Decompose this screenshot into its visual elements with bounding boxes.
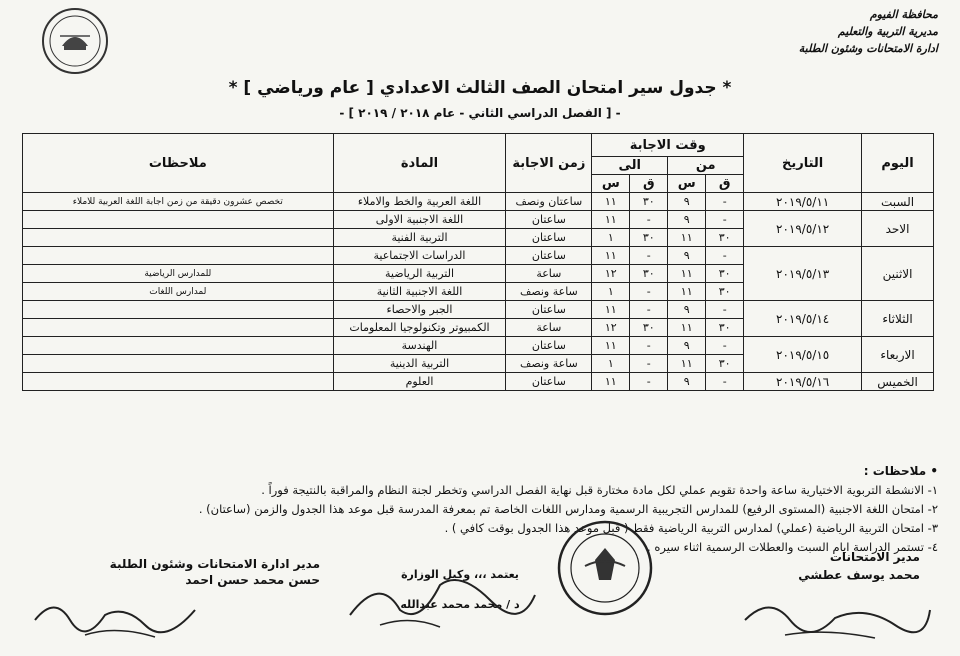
note-item: ٤- تستمر الدراسة ايام السبت والعطلات الرسمية اثناء سيره .: [647, 540, 938, 554]
day-cell: السبت: [862, 193, 934, 211]
table-row: [23, 211, 934, 229]
signature-scribble-icon: [735, 590, 935, 645]
signature-name: د / محمد محمد عبدالله: [400, 598, 520, 611]
from-s-cell: ٩: [668, 373, 706, 391]
from-q-cell: ٣٠: [706, 355, 744, 373]
signature-scribble-icon: [340, 565, 540, 635]
table-row: [23, 337, 934, 355]
signature-block-exams-director: [720, 548, 920, 584]
subject-cell: اللغة الاجنبية الثانية: [333, 283, 506, 301]
to-s-cell: ١: [592, 229, 630, 247]
from-s-cell: ١١: [668, 355, 706, 373]
from-q-cell: -: [706, 301, 744, 319]
to-q-cell: -: [630, 355, 668, 373]
note-cell: لمدارس اللغات: [23, 283, 334, 301]
to-s-cell: ١٢: [592, 319, 630, 337]
signature-title: مدير الامتحانات: [829, 550, 920, 564]
duration-cell: ساعة: [506, 265, 592, 283]
duration-cell: ساعتان: [506, 337, 592, 355]
subject-cell: الكمبيوتر وتكنولوجيا المعلومات: [333, 319, 506, 337]
issuer-header: [708, 6, 938, 57]
header-date: التاريخ: [744, 134, 862, 193]
page-title: * جدول سير امتحان الصف الثالث الاعدادي [ عام ورياضي ] *: [228, 78, 732, 98]
signature-name: محمد يوسف عطشي: [798, 568, 920, 582]
from-s-cell: ٩: [668, 193, 706, 211]
day-cell: الاثنين: [862, 247, 934, 301]
from-q-cell: -: [706, 373, 744, 391]
subject-cell: التربية الفنية: [333, 229, 506, 247]
duration-cell: ساعتان: [506, 211, 592, 229]
header-to: الى: [592, 157, 668, 175]
header-from-s: س: [668, 175, 706, 193]
from-s-cell: ٩: [668, 211, 706, 229]
duration-cell: ساعتان: [506, 301, 592, 319]
notes-section: [38, 462, 938, 557]
to-q-cell: -: [630, 337, 668, 355]
duration-cell: ساعتان: [506, 373, 592, 391]
note-cell: [23, 247, 334, 265]
note-cell: [23, 337, 334, 355]
header-answer-time: وقت الاجابة: [592, 134, 744, 157]
subject-cell: اللغة العربية والخط والاملاء: [333, 193, 506, 211]
to-q-cell: ٣٠: [630, 229, 668, 247]
signature-title: مدير ادارة الامتحانات وشئون الطلبة: [109, 557, 320, 571]
subject-cell: العلوم: [333, 373, 506, 391]
header-from: من: [668, 157, 744, 175]
date-cell: ٢٠١٩/٥/١٦: [744, 373, 862, 391]
from-s-cell: ١١: [668, 283, 706, 301]
subject-cell: الهندسة: [333, 337, 506, 355]
to-q-cell: -: [630, 247, 668, 265]
note-item: ٢- امتحان اللغة الاجنبية (المستوى الرفيع) للمدارس التجريبية الرسمية ومدارس اللغات الخاصة تم بمعرفة المدرسة قبل موعد هذا الجدول والزمن (ساعتان) .: [198, 502, 938, 516]
day-cell: الثلاثاء: [862, 301, 934, 337]
note-cell: تخصص عشرون دقيقة من زمن اجابة اللغة العربية للاملاء: [23, 193, 334, 211]
to-s-cell: ١١: [592, 301, 630, 319]
from-q-cell: -: [706, 211, 744, 229]
table-row: [23, 301, 934, 319]
subject-cell: التربية الرياضية: [333, 265, 506, 283]
to-s-cell: ١١: [592, 337, 630, 355]
duration-cell: ساعة: [506, 319, 592, 337]
date-cell: ٢٠١٩/٥/١١: [744, 193, 862, 211]
to-s-cell: ١: [592, 283, 630, 301]
date-cell: ٢٠١٩/٥/١٤: [744, 301, 862, 337]
to-s-cell: ١١: [592, 373, 630, 391]
signature-block-exams-admin: [60, 556, 320, 588]
to-q-cell: -: [630, 373, 668, 391]
day-cell: الخميس: [862, 373, 934, 391]
from-q-cell: -: [706, 337, 744, 355]
ministry-seal-icon: [40, 6, 110, 76]
from-s-cell: ١١: [668, 265, 706, 283]
note-cell: [23, 319, 334, 337]
date-cell: ٢٠١٩/٥/١٥: [744, 337, 862, 373]
to-q-cell: -: [630, 211, 668, 229]
note-cell: للمدارس الرياضية: [23, 265, 334, 283]
from-q-cell: ٣٠: [706, 319, 744, 337]
from-s-cell: ٩: [668, 337, 706, 355]
to-s-cell: ١١: [592, 247, 630, 265]
duration-cell: ساعتان: [506, 229, 592, 247]
table-row: [23, 193, 934, 211]
header-subject: المادة: [333, 134, 506, 193]
subject-cell: الدراسات الاجتماعية: [333, 247, 506, 265]
from-s-cell: ٩: [668, 301, 706, 319]
note-cell: [23, 373, 334, 391]
note-cell: [23, 229, 334, 247]
notes-heading: • ملاحظات :: [863, 464, 938, 478]
from-q-cell: ٣٠: [706, 265, 744, 283]
exam-schedule-table: [22, 133, 934, 391]
day-cell: الاحد: [862, 211, 934, 247]
subject-cell: الجبر والاحصاء: [333, 301, 506, 319]
page-subtitle: - [ الفصل الدراسي الثاني - عام ٢٠١٨ / ٢٠١٩ ] -: [339, 106, 621, 120]
header-to-s: س: [592, 175, 630, 193]
signature-title: يعتمد ،،، وكيل الوزارة: [401, 568, 519, 581]
note-cell: [23, 211, 334, 229]
from-s-cell: ١١: [668, 319, 706, 337]
subject-cell: التربية الدينية: [333, 355, 506, 373]
note-cell: [23, 301, 334, 319]
to-s-cell: ١٢: [592, 265, 630, 283]
duration-cell: ساعتان: [506, 247, 592, 265]
date-cell: ٢٠١٩/٥/١٣: [744, 247, 862, 301]
from-q-cell: ٣٠: [706, 229, 744, 247]
from-q-cell: -: [706, 193, 744, 211]
to-s-cell: ١١: [592, 211, 630, 229]
subject-cell: اللغة الاجنبية الاولى: [333, 211, 506, 229]
signature-name: حسن محمد حسن احمد: [185, 573, 320, 587]
header-day: اليوم: [862, 134, 934, 193]
header-notes: ملاحظات: [23, 134, 334, 193]
to-q-cell: ٣٠: [630, 319, 668, 337]
to-q-cell: -: [630, 301, 668, 319]
from-q-cell: ٣٠: [706, 283, 744, 301]
duration-cell: ساعتان ونصف: [506, 193, 592, 211]
from-s-cell: ٩: [668, 247, 706, 265]
duration-cell: ساعة ونصف: [506, 355, 592, 373]
duration-cell: ساعة ونصف: [506, 283, 592, 301]
to-s-cell: ١١: [592, 193, 630, 211]
header-duration: زمن الاجابة: [506, 134, 592, 193]
day-cell: الاربعاء: [862, 337, 934, 373]
note-item: ١- الانشطة التربوية الاختيارية ساعة واحدة تقويم عملي لكل مادة مختارة قبل نهاية الفصل الدراسي وتخطر لجنة النظام والمراقبة بالنتيجة فوراً .: [261, 483, 938, 497]
to-q-cell: -: [630, 283, 668, 301]
to-q-cell: ٣٠: [630, 265, 668, 283]
from-q-cell: -: [706, 247, 744, 265]
header-from-q: ق: [706, 175, 744, 193]
to-s-cell: ١: [592, 355, 630, 373]
table-row: [23, 373, 934, 391]
table-row: [23, 247, 934, 265]
department-label: ادارة الامتحانات وشئون الطلبة: [798, 42, 938, 55]
directorate-label: مديرية التربية والتعليم: [837, 25, 938, 38]
to-q-cell: ٣٠: [630, 193, 668, 211]
signature-scribble-icon: [25, 585, 225, 645]
from-s-cell: ١١: [668, 229, 706, 247]
note-cell: [23, 355, 334, 373]
note-item: ٣- امتحان التربية الرياضية (عملي) لمدارس التربية الرياضية فقط ( قبل موعد هذا الجدول بوقت كافي ) .: [444, 521, 938, 535]
governorate-label: محافظة الفيوم: [869, 8, 938, 21]
header-to-q: ق: [630, 175, 668, 193]
date-cell: ٢٠١٩/٥/١٢: [744, 211, 862, 247]
official-stamp-icon: [555, 518, 655, 618]
